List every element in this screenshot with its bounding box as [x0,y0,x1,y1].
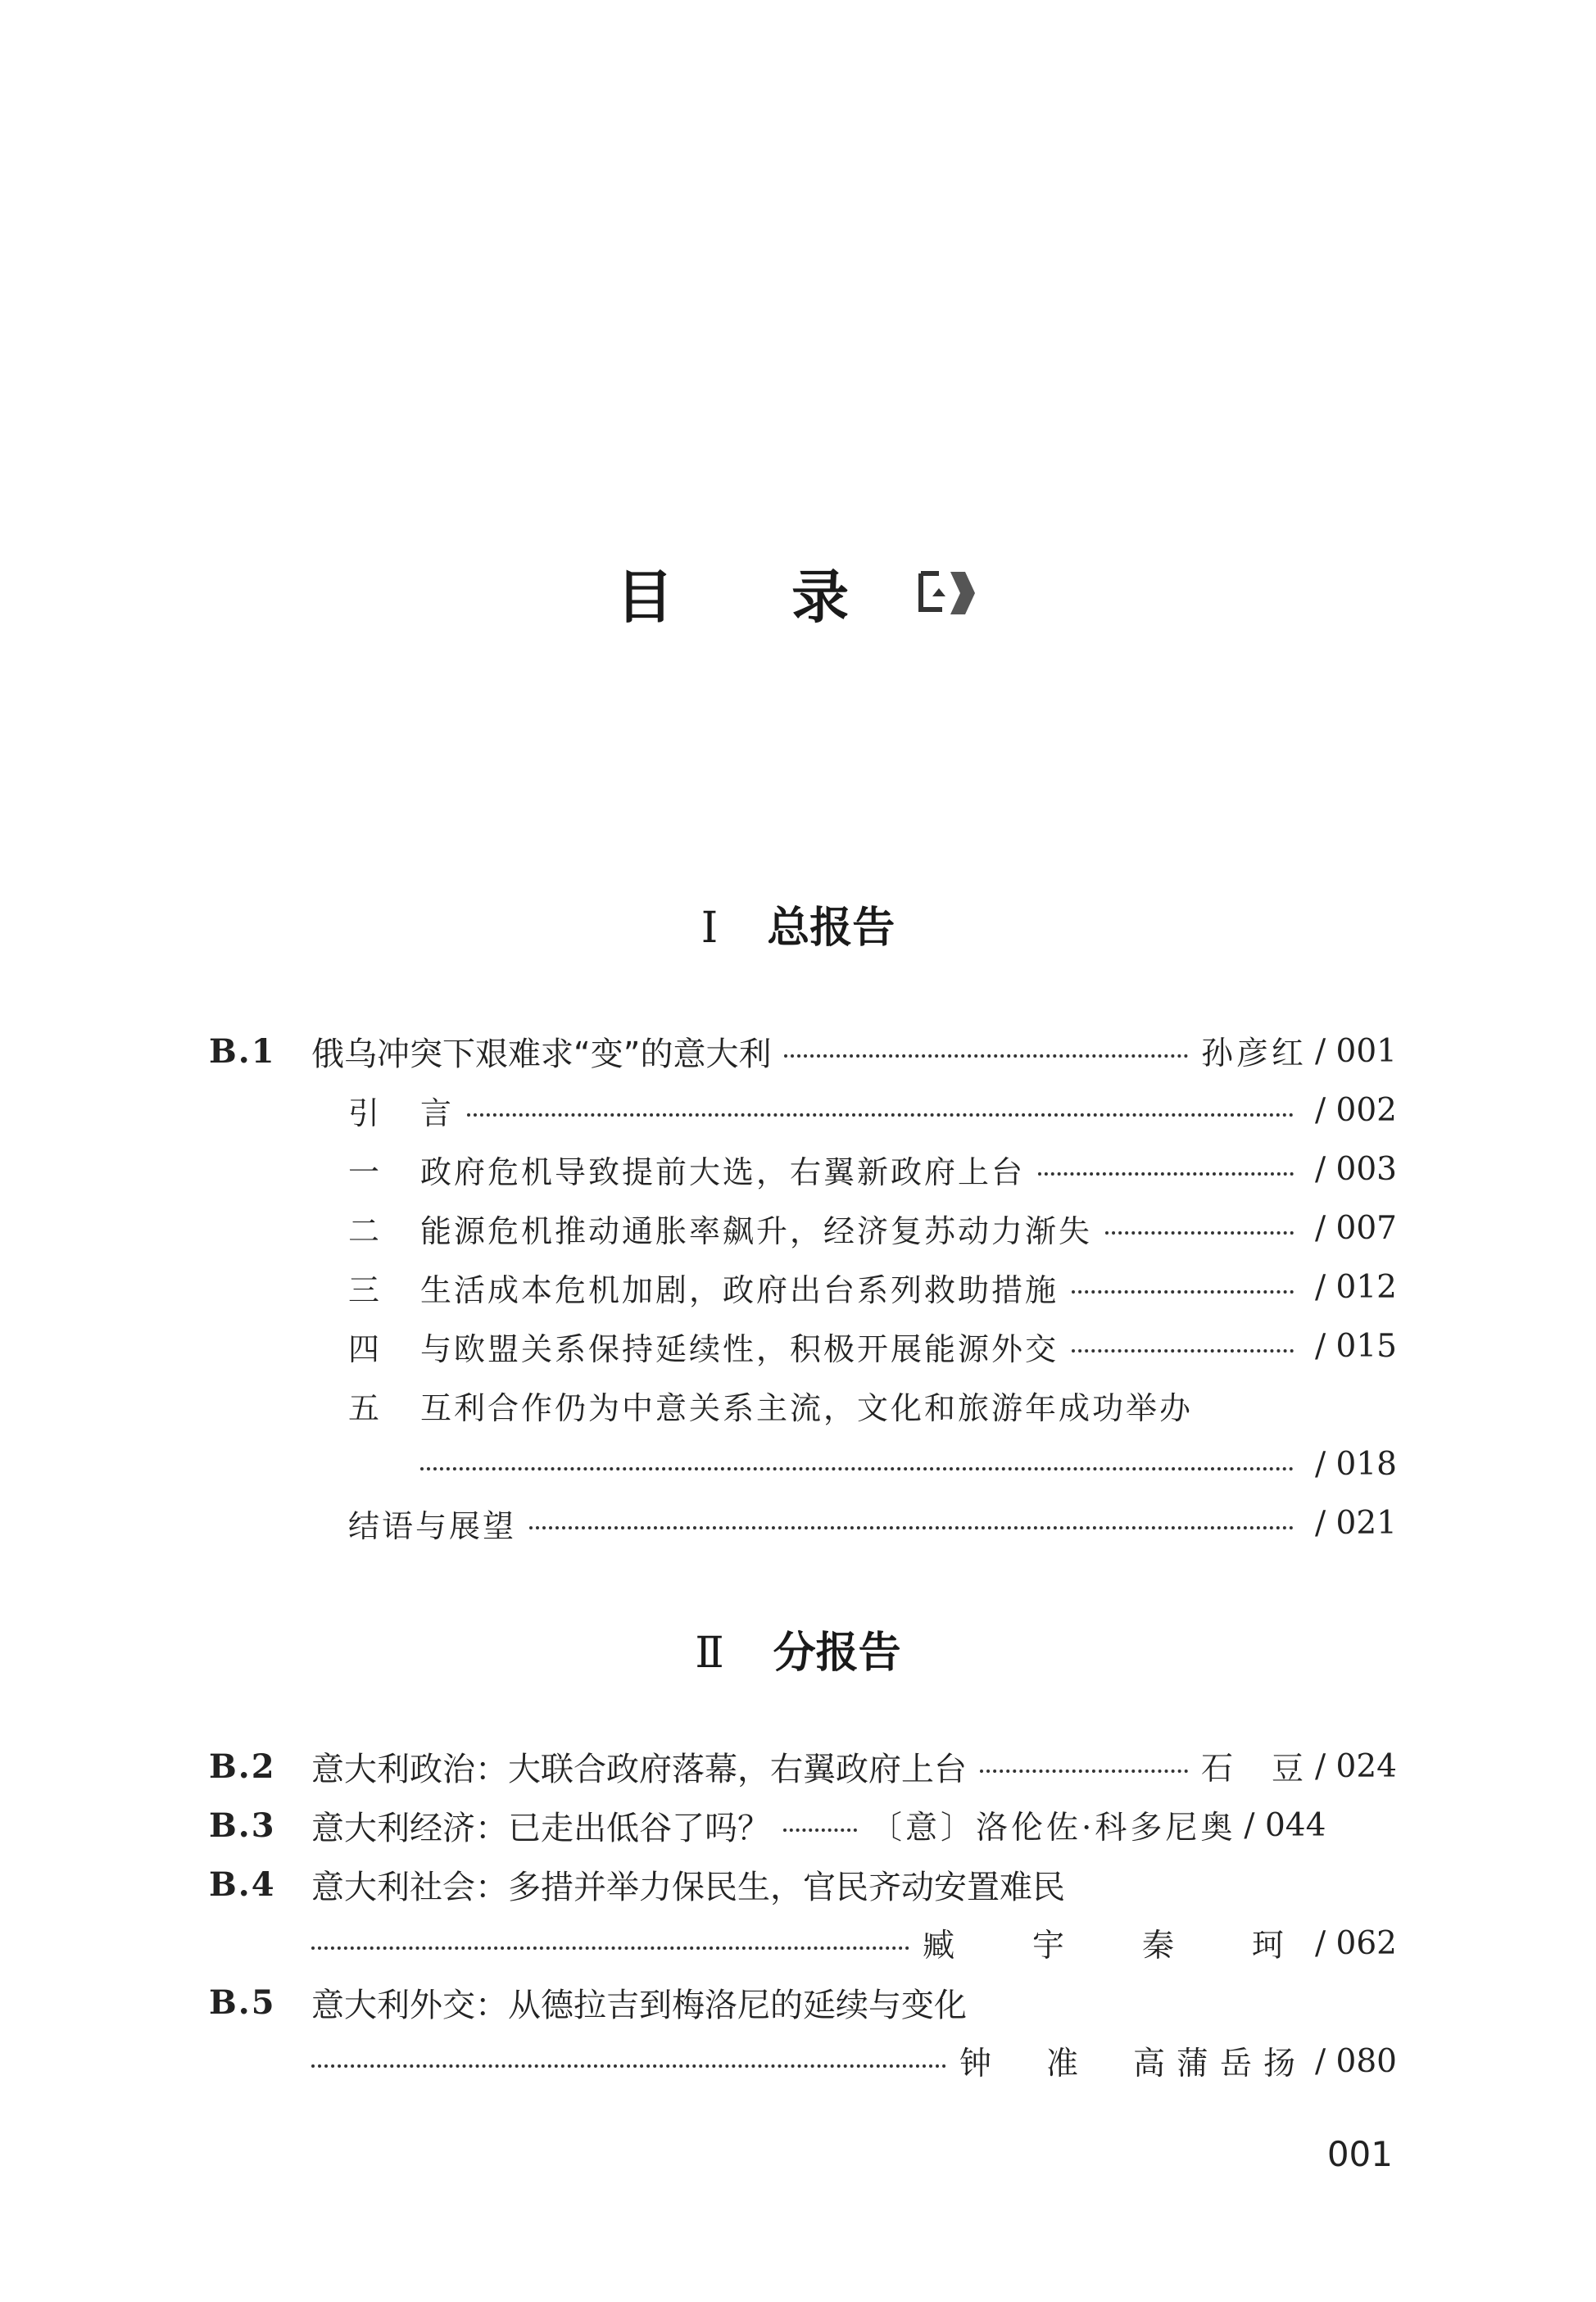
subentry-num: 三 [348,1271,380,1308]
subentry-title: 结语与展望 [348,1507,517,1544]
entry-code: B.5 [209,1983,276,2022]
toc-entry-b4-continuation[interactable] [311,1919,1397,1968]
dot-leader [1072,1349,1294,1353]
toc-entry-b4[interactable] [311,1860,1397,1909]
subentry-page: / 003 [1315,1150,1397,1188]
entry-author: 〔意〕洛伦佐·科多尼奥 [870,1810,1236,1847]
subentry-page: / 007 [1315,1209,1397,1247]
dot-leader [311,1946,909,1950]
entry-code: B.4 [209,1865,276,1904]
subentry-page: / 021 [1315,1504,1397,1542]
toc-entry-b5-continuation[interactable] [311,2037,1397,2086]
entry-author: 孙彦红 [1201,1035,1308,1072]
toc-subentry[interactable] [348,1380,1397,1430]
entry-page: / 024 [1315,1747,1397,1785]
subentry-title: 生活成本危机加剧，政府出台系列救助措施 [420,1271,1059,1308]
subentry-num: 二 [348,1212,380,1249]
subentry-num: 四 [348,1330,380,1367]
entry-title: 意大利政治：大联合政府落幕，右翼政府上台 [311,1750,967,1788]
subentry-title: 与欧盟关系保持延续性，积极开展能源外交 [420,1330,1059,1367]
subentry-page: / 015 [1315,1327,1397,1365]
subentry-page: / 002 [1315,1091,1397,1129]
entry-author: 石 豆 [1201,1751,1308,1788]
entry-title: 俄乌冲突下艰难求“变”的意大利 [311,1035,772,1073]
page-title: 目 录 [615,563,899,631]
toc-entry-b1[interactable] [311,1026,1397,1076]
toc-subentry[interactable] [348,1321,1397,1371]
entry-page: / 001 [1315,1032,1397,1070]
toc-subentry[interactable] [348,1498,1397,1548]
subentry-num: 一 [348,1153,380,1190]
section-numeral: Ⅱ [695,1629,724,1678]
entry-title: 意大利社会：多措并举力保民生，官民齐动安置难民 [311,1868,1065,1906]
entry-page: / 080 [1315,2042,1397,2080]
entry-author: 臧 宇 秦 珂 [923,1928,1308,1964]
section-numeral: Ⅰ [701,904,719,953]
dot-leader [529,1526,1294,1529]
entry-code: B.1 [209,1032,276,1071]
subentry-title: 言 [420,1094,455,1131]
toc-subentry[interactable] [348,1144,1397,1194]
toc-entry-b3[interactable] [311,1801,1397,1850]
subentry-title: 互利合作仍为中意关系主流，文化和旅游年成功举办 [420,1389,1194,1426]
entry-title: 意大利外交：从德拉吉到梅洛尼的延续与变化 [311,1986,967,2024]
section-title: 分报告 [773,1629,901,1678]
toc-entry-b2[interactable] [311,1742,1397,1791]
dot-leader [1038,1172,1294,1176]
dot-leader [467,1113,1294,1117]
dot-leader [784,1054,1188,1058]
entry-code: B.3 [209,1806,276,1845]
toc-subentry-continuation[interactable] [420,1439,1397,1489]
toc-subentry[interactable] [348,1203,1397,1253]
dot-leader [980,1770,1188,1773]
entry-author: 钟 准 高蒲岳扬 [959,2046,1308,2082]
dot-leader [420,1467,1294,1470]
subentry-num: 五 [348,1389,380,1426]
entry-title: 意大利经济：已走出低谷了吗？ [311,1809,770,1847]
dot-leader [1072,1290,1294,1294]
toc-subentry[interactable] [348,1262,1397,1312]
entry-page: / 044 [1244,1806,1326,1844]
subentry-title: 能源危机推动通胀率飙升，经济复苏动力渐失 [420,1212,1093,1249]
toc-subentry[interactable] [348,1085,1397,1135]
dot-leader [783,1828,857,1832]
entry-page: / 062 [1315,1924,1397,1962]
dot-leader [1105,1231,1294,1235]
subentry-num: 引 [348,1094,380,1131]
section-title: 总报告 [767,904,895,953]
subentry-page: / 012 [1315,1268,1397,1306]
subentry-title: 政府危机导致提前大选，右翼新政府上台 [420,1153,1026,1190]
dot-leader [311,2064,946,2068]
section-heading-1 [0,893,1596,954]
toc-title-block [0,547,1596,637]
subentry-page: / 018 [1315,1445,1397,1483]
page-number: 001 [1326,2134,1393,2174]
section-heading-2 [0,1618,1596,1679]
book-logo-icon [914,564,980,621]
toc-entry-b5[interactable] [311,1978,1397,2027]
entry-code: B.2 [209,1747,276,1786]
